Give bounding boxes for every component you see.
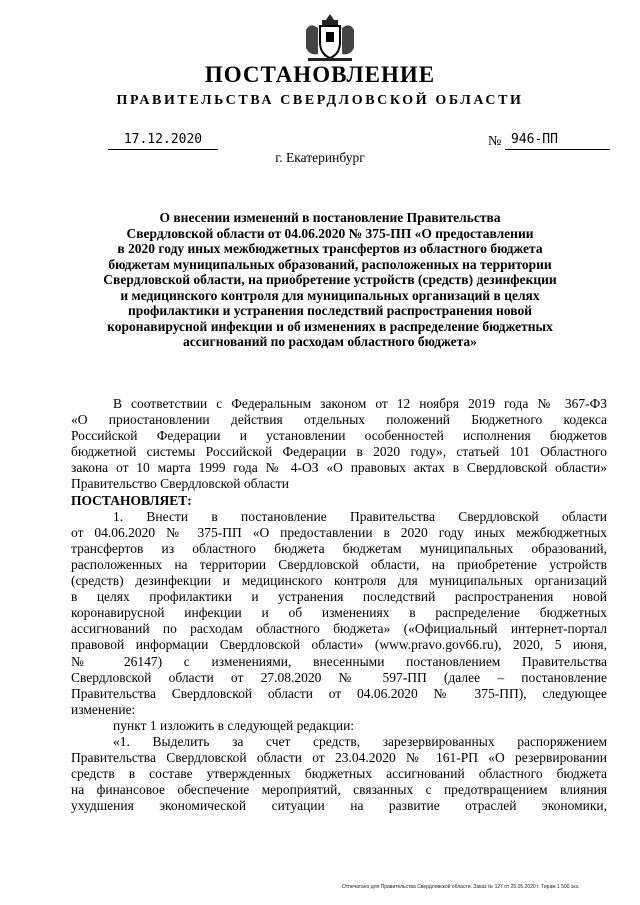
heading-line: Свердловской области, на приобретение устройств (средств) дезинфекции (103, 272, 557, 287)
body-line: В соответствии с Федеральным законом от 12 ноября 2019 года № 367-ФЗ (113, 396, 607, 411)
body-line: «1. Выделить за счет средств, зарезервированных распоряжением (113, 733, 607, 749)
city: г. Екатеринбург (275, 150, 365, 165)
heading-line: ассигнований по расходам областного бюджета» (183, 334, 477, 349)
heading-line: и медицинского контроля для муниципальных организаций в целях (120, 287, 540, 303)
body-line: правовой информации Свердловской области» (www.pravo.gov66.ru), 2020, 5 июня, (71, 637, 607, 653)
coat-of-arms-emblem (300, 12, 360, 64)
document-body (71, 396, 607, 814)
document-type-title: ПОСТАНОВЛЕНИЕ (204, 62, 436, 87)
body-line: бюджетной системы Российской Федерации в 2020 году», статьей 101 Областного (71, 444, 607, 460)
body-line: закона от 10 марта 1999 года № 4-ОЗ «О правовых актах в Свердловской области» (71, 460, 607, 476)
body-line: 1. Внести в постановление Правительства Свердловской области (113, 508, 607, 524)
body-line: в целях профилактики и устранения последствий распространения новой (71, 589, 607, 605)
body-line: пункт 1 изложить в следующей редакции: (113, 717, 355, 733)
body-line: коронавирусной инфекции и об изменениях в распределение бюджетных (71, 605, 607, 621)
body-line: Правительства Свердловской области от 04.06.2020 № 375-ПП), следующее (71, 685, 607, 701)
body-line: изменение: (71, 701, 136, 717)
body-line: ухудшения экономической ситуации на развитие отраслей экономики, (71, 798, 607, 814)
body-line: ассигнований по расходам областного бюджета» («Официальный интернет-портал (71, 621, 607, 637)
heading-line: Свердловской области от 04.06.2020 № 375-ПП «О предоставлении (126, 225, 534, 241)
document-date: 17.12.2020 (108, 132, 218, 150)
document-heading (64, 210, 596, 350)
body-line: (средств) дезинфекции и медицинского контроля для муниципальных организаций (71, 573, 607, 589)
heading-line: профилактики и устранения последствий распространения новой (128, 303, 532, 318)
number-label: № (488, 134, 502, 149)
print-footer: Отпечатано для Правительства Свердловской области. Заказ № 127 от 25.05.2020 г. Тираж 1 500 экз. (342, 884, 580, 890)
body-line: от 04.06.2020 № 375-ПП «О предоставлении в 2020 году иных межбюджетных (71, 524, 607, 540)
body-line: Свердловской области от 27.08.2020 № 597-ПП (далее – постановление (71, 669, 607, 685)
body-line: Российской Федерации и установлении особенностей исполнения бюджетов (71, 428, 607, 444)
body-line: трансфертов из областного бюджета бюджетам муниципальных образований, (71, 540, 607, 556)
heading-line: бюджетам муниципальных образований, расположенных на территории (108, 256, 552, 272)
heading-line: О внесении изменений в постановление Правительства (159, 210, 501, 225)
heading-line: коронавирусной инфекции и об изменениях в распределение бюджетных (107, 318, 553, 334)
body-line: «О приостановлении действия отдельных положений Бюджетного кодекса (71, 412, 607, 428)
document-number: 946-ПП (505, 132, 610, 150)
body-line: Правительства Свердловской области от 23.04.2020 № 161-РП «О резервировании (71, 750, 607, 766)
body-line: расположенных на территории Свердловской области, на приобретение устройств (71, 556, 607, 572)
body-line: на финансовое обеспечение мероприятий, связанных с предотвращением влияния (71, 782, 607, 798)
heading-line: в 2020 году иных межбюджетных трансфертов из областного бюджета (117, 241, 543, 256)
body-line: Правительство Свердловской области (71, 476, 290, 492)
body-line: № 26147) с изменениями, внесенными постановлением Правительства (71, 653, 607, 669)
issuing-authority: ПРАВИТЕЛЬСТВА СВЕРДЛОВСКОЙ ОБЛАСТИ (116, 93, 524, 108)
resolves-keyword: ПОСТАНОВЛЯЕТ: (71, 492, 192, 508)
body-line: средств в составе утвержденных бюджетных ассигнований областного бюджета (71, 766, 607, 782)
